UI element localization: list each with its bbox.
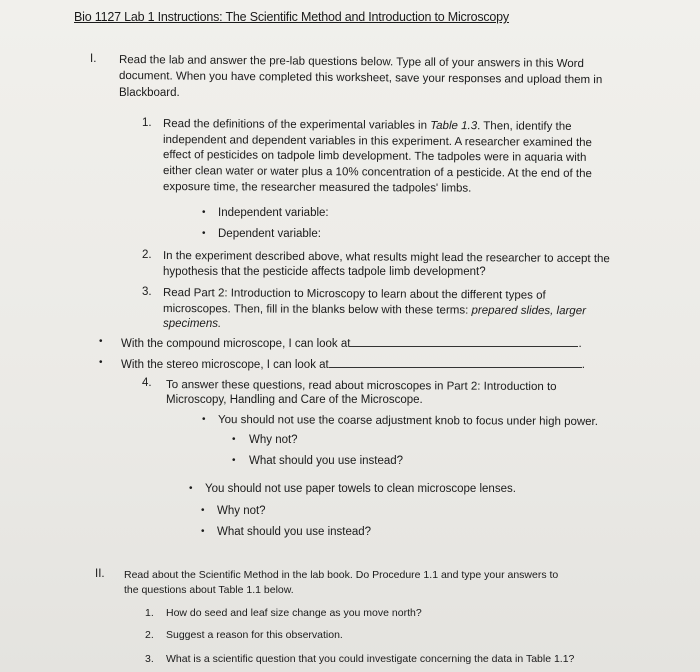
bullet-icon: • <box>202 228 206 239</box>
bullet-icon: • <box>201 505 205 516</box>
question-text: In the experiment described above, what results might lead the researcher to accept the <box>162 250 610 266</box>
question-text: either clean water or water plus a 10% concentration of a pesticide. At the end of the <box>162 165 593 180</box>
answer-blank[interactable] <box>329 356 582 368</box>
coarse-knob-statement: You should not use the coarse adjustment knob to focus under high power. <box>217 414 599 428</box>
intro-line: document. When you have completed this worksheet, save your responses and upload them in <box>118 70 603 87</box>
intro-line: Blackboard. <box>119 87 180 99</box>
bullet-icon: • <box>99 357 103 368</box>
dependent-variable-prompt: Dependent variable: <box>218 228 321 240</box>
intro-line: the questions about Table 1.1 below. <box>124 584 294 596</box>
question-text: effect of pesticides on tadpole limb development. The tadpoles were in aquaria with <box>162 149 587 164</box>
bullet-icon: • <box>201 526 205 537</box>
section-numeral: I. <box>90 53 97 65</box>
question-number: 1. <box>142 117 152 129</box>
bullet-icon: • <box>232 434 236 445</box>
question-number: 3. <box>142 286 152 298</box>
use-instead-prompt: What should you use instead? <box>217 526 372 538</box>
bullet-icon: • <box>202 207 206 218</box>
answer-blank[interactable] <box>350 335 578 347</box>
stereo-microscope-prompt: With the stereo microscope, I can look at . <box>121 356 585 372</box>
question-text: independent and dependent variables in this experiment. A researcher examined the <box>162 134 593 149</box>
question-text: hypothesis that the pesticide affects tadpole limb development? <box>163 266 486 278</box>
independent-variable-prompt: Independent variable: <box>218 207 329 219</box>
intro-line: Read about the Scientific Method in the lab book. Do Procedure 1.1 and type your answers to <box>124 569 559 581</box>
question-text: To answer these questions, read about microscopes in Part 2: Introduction to <box>165 379 557 394</box>
compound-microscope-prompt: With the compound microscope, I can look at . <box>121 335 582 351</box>
question-text: Suggest a reason for this observation. <box>166 629 343 641</box>
section-numeral: II. <box>95 568 105 580</box>
question-number: 3. <box>145 653 154 665</box>
question-text: Read Part 2: Introduction to Microscopy to learn about the different types of <box>162 287 546 302</box>
bullet-icon: • <box>99 336 103 347</box>
paper-towels-statement: You should not use paper towels to clean microscope lenses. <box>205 483 516 495</box>
question-number: 2. <box>142 249 152 261</box>
question-number: 2. <box>145 629 154 641</box>
question-number: 4. <box>142 377 152 389</box>
why-not-prompt: Why not? <box>249 434 298 446</box>
bullet-icon: • <box>189 483 193 494</box>
why-not-prompt: Why not? <box>217 505 266 517</box>
bullet-icon: • <box>202 414 206 425</box>
intro-line: Read the lab and answer the pre-lab questions below. Type all of your answers in this Word <box>118 54 584 71</box>
question-text: microscopes. Then, fill in the blanks below with these terms: prepared slides, larger <box>162 303 586 318</box>
question-text: specimens. <box>163 318 222 330</box>
question-text: What is a scientific question that you could investigate concerning the data in Table 1.1? <box>166 653 575 665</box>
question-text: exposure time, the researcher measured the tadpoles' limbs. <box>162 181 472 195</box>
question-text: How do seed and leaf size change as you move north? <box>166 607 422 619</box>
use-instead-prompt: What should you use instead? <box>249 455 404 467</box>
bullet-icon: • <box>232 455 236 466</box>
question-text: Microscopy, Handling and Care of the Microscope. <box>166 394 423 406</box>
question-number: 1. <box>145 607 154 619</box>
question-text: Read the definitions of the experimental variables in Table 1.3. Then, identify the <box>162 118 572 133</box>
page-title: Bio 1127 Lab 1 Instructions: The Scientific Method and Introduction to Microscopy <box>74 10 509 24</box>
